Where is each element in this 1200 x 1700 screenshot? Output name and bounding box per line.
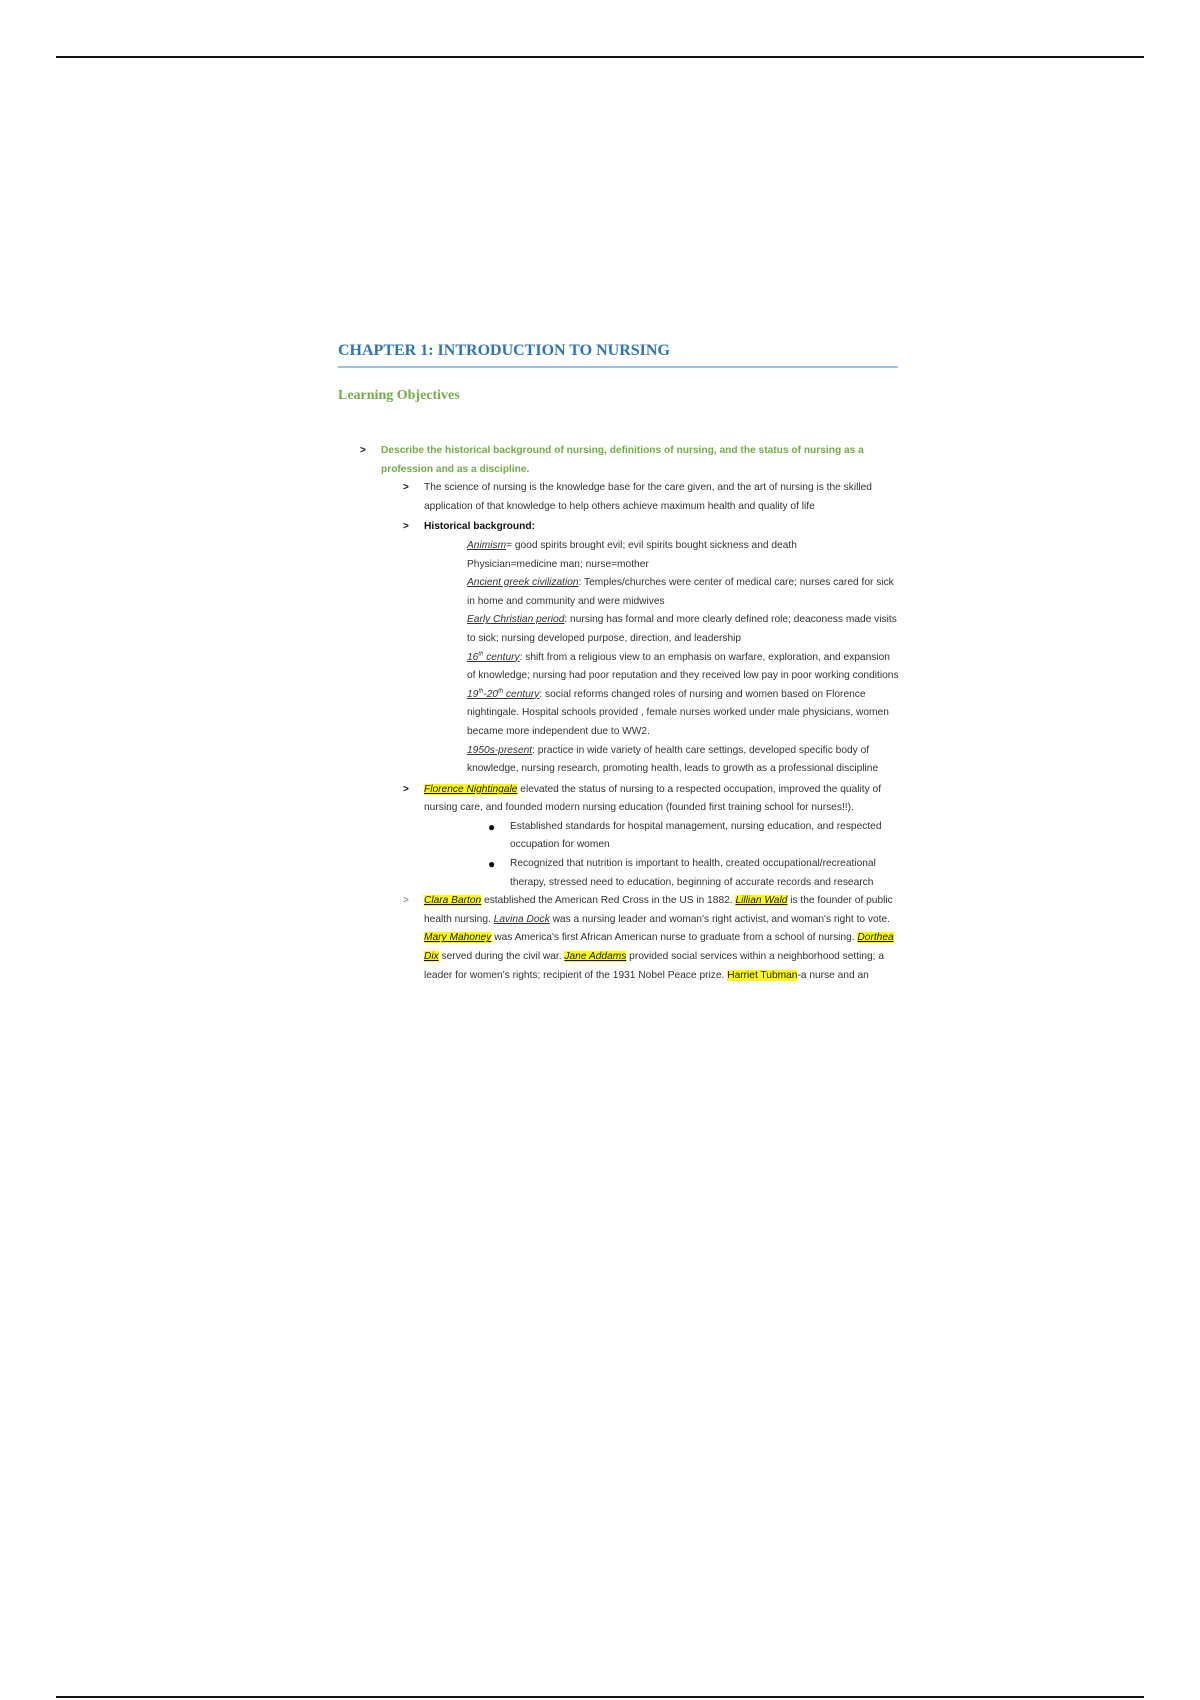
section-title: Learning Objectives	[338, 388, 460, 403]
history-term: 1950s-present	[467, 744, 533, 756]
nightingale-bullet	[488, 855, 900, 892]
term-sup: th	[498, 688, 504, 695]
arrow-bullet-icon: >	[403, 783, 409, 795]
history-text: = good spirits brought evil; evil spirits bought sickness and death	[506, 539, 797, 551]
objective-text: Describe the historical background of nursing, definitions of nursing, and the status of nursing as a profession and as a discipline.	[381, 445, 864, 475]
history-text: : social reforms changed roles of nursing and women based on Florence nightingale. Hospital schools provided , female nurses worked under male physicians, women became more independent due to WW2.	[467, 688, 889, 737]
term-sup: th	[478, 651, 484, 658]
bottom-rule	[56, 1696, 1144, 1698]
history-text: : nursing has formal and more clearly defined role; deaconess made visits to sick; nursing developed purpose, direction, and leadership	[467, 614, 897, 644]
term-part: 19	[467, 688, 479, 700]
top-rule	[56, 56, 1144, 58]
pioneer-text: established the American Red Cross in the US in 1882.	[481, 895, 736, 907]
pioneer-text: is the founder of public health nursing.	[424, 895, 893, 925]
history-term: Early Christian period	[467, 614, 565, 626]
pioneers-item	[403, 892, 900, 985]
history-term	[467, 652, 520, 663]
highlighted-name: Mary Mahoney	[424, 932, 492, 944]
term-sup: th	[478, 688, 484, 695]
highlighted-name: Harriet Tubman	[727, 969, 798, 981]
history-present	[467, 742, 900, 779]
round-bullet-icon: ●	[488, 857, 496, 872]
highlighted-name: Lillian Wald	[735, 895, 788, 907]
highlighted-name: Dorthea Dix	[424, 932, 894, 963]
history-19th	[467, 686, 900, 742]
arrow-bullet-icon: >	[403, 521, 409, 533]
arrow-bullet-icon: >	[360, 445, 366, 456]
science-art-item	[403, 479, 900, 516]
chapter-title: CHAPTER 1: INTRODUCTION TO NURSING	[338, 342, 670, 359]
history-text: : Temples/churches were center of medical care; nurses cared for sick in home and community and were midwives	[467, 577, 894, 607]
title-underline	[338, 366, 898, 368]
history-text: : practice in wide variety of health care settings, developed specific body of knowledge, nursing research, promoting health, leads to growth as a professional discipline	[467, 744, 879, 775]
arrow-bullet-icon: >	[403, 482, 409, 494]
bullet-text: Recognized that nutrition is important to health, created occupational/recreational therapy, stressed need to education, beginning of accurate records and research	[510, 858, 876, 888]
pioneer-text: provided social services within a neighborhood setting; a leader for women's rights; recipient of the 1931 Nobel Peace prize.	[424, 951, 885, 981]
objective-item	[360, 442, 900, 479]
history-greek	[467, 574, 900, 611]
highlighted-name: Clara Barton	[424, 895, 482, 907]
history-block	[467, 537, 900, 779]
document-page	[338, 340, 900, 985]
nightingale-bullet	[488, 818, 900, 855]
pioneer-text: was America's first African American nurse to graduate from a school of nursing.	[491, 932, 858, 944]
history-animism	[467, 537, 900, 556]
term-part: century	[483, 651, 520, 663]
pioneer-text: was a nursing leader and woman's right activist, and woman's right to vote.	[549, 913, 890, 925]
history-term: Animism	[467, 539, 507, 551]
underlined-name: Lavina Dock	[493, 913, 550, 925]
history-physician: Physician=medicine man; nurse=mother	[467, 558, 649, 570]
nightingale-item	[403, 781, 900, 818]
history-christian	[467, 611, 900, 648]
history-term: Ancient greek civilization	[467, 577, 579, 589]
historical-heading-item	[403, 518, 900, 537]
nightingale-text: elevated the status of nursing to a respected occupation, improved the quality of nursing care, and founded modern nursing education (founded first training school for nurses!!).	[424, 783, 882, 814]
historical-heading: Historical background:	[424, 521, 535, 533]
highlighted-name: Jane Addams	[564, 951, 627, 963]
highlighted-name: Florence Nightingale	[424, 783, 518, 795]
science-art-text: The science of nursing is the knowledge base for the care given, and the art of nursing is the skilled application of that knowledge to help others achieve maximum health and quality of life	[424, 482, 872, 512]
term-part: century	[503, 688, 540, 700]
bullet-text: Established standards for hospital management, nursing education, and respected occupation for women	[510, 820, 882, 851]
term-part: -20	[483, 688, 499, 700]
arrow-bullet-icon: >	[403, 895, 409, 907]
round-bullet-icon: ●	[488, 819, 496, 834]
history-text: : shift from a religious view to an emphasis on warfare, exploration, and expansion of knowledge; nursing had poor reputation and they received low pay in poor working conditions	[467, 651, 899, 682]
history-16th	[467, 649, 900, 686]
term-part: 16	[467, 651, 479, 663]
pioneer-text: served during the civil war.	[438, 951, 565, 963]
pioneer-text: -a nurse and an	[797, 969, 869, 981]
history-term	[467, 689, 539, 700]
